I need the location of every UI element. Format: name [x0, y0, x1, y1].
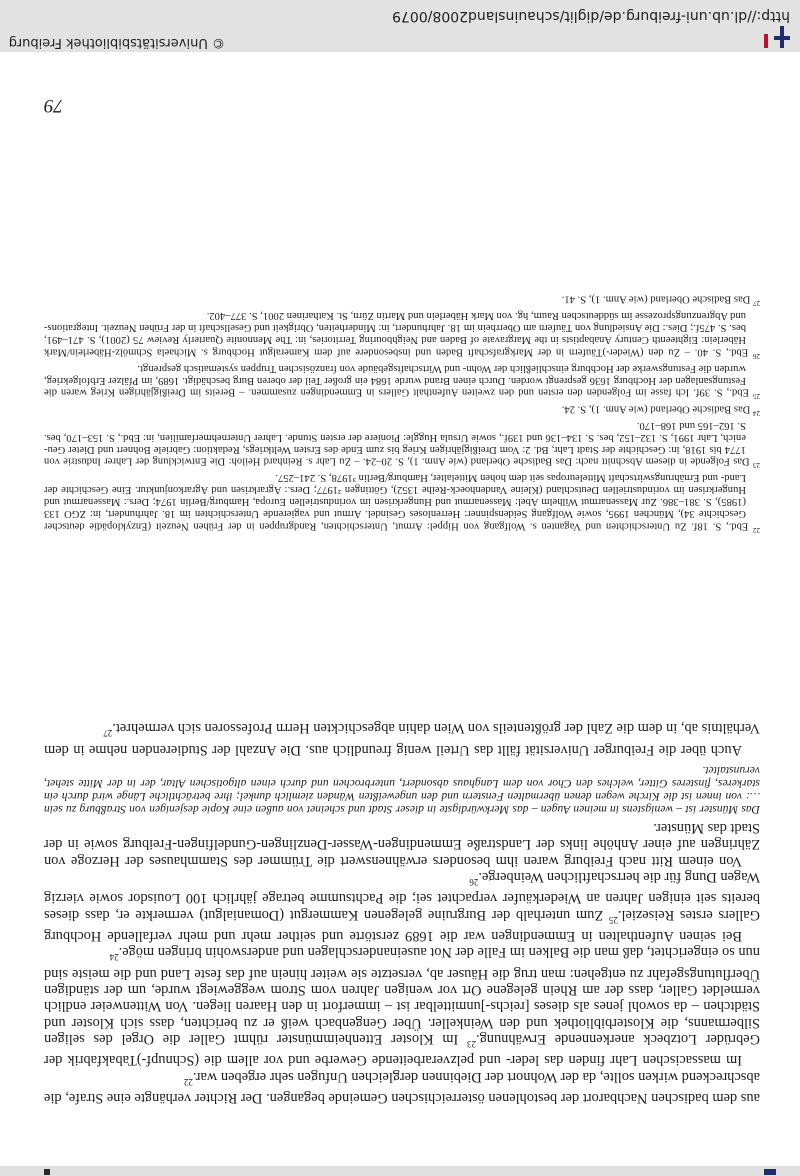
- footnote: $^{27}$ Das Badische Oberland (wie Anm. 1), S. 41.: [561, 293, 760, 308]
- footnote-number: 24: [753, 408, 760, 417]
- library-footer: [0, 0, 800, 52]
- paragraph-1: aus dem badischen Nachbarort der bestohlenen österreichischen Gemeinde begangen. Der Richter verhängte eine Strafe, die abschreckend wirken sollte, da der Wohnort der Diebinnen dergleichen Unfugen sehr ergeben war.$^{22}$: [44, 1068, 760, 1106]
- footnote: $^{24}$ Das Badische Oberland (wie Anm. 1), S. 24.: [561, 403, 760, 417]
- footnote: $^{25}$ Ebd., S. 39f. Ich fasse im Folgenden den ersten und den zweiten Aufenthalt Gallers in Emmendingen zusammen. – Bereits im Dreißigjährigen Krieg waren die Festungsanlagen der Hochburg 1636 gesprengt worden. Durch einen Brand wurde 1684 ein großer Teil der oberen Burg beschädigt. 1689, im Pfälzer Erbfolgekrieg, wurden die Festungswerke der Hochburg einschließlich der Wohn- und Wirtschaftsgebäude von französischen Truppen systematisch gesprengt.: [44, 362, 760, 401]
- paragraph-5: Auch über die Freiburger Universität fällt das Urteil wenig freundlich aus. Die Anzahl der Studierenden nehme in dem Verhältnis ab, in dem die Zahl der größtenteils von Wien dahin abgeschickten Herrn Professoren sich vermehret.$^{27}$: [44, 720, 760, 758]
- footnote-ref: 23: [467, 1038, 477, 1049]
- block-quote: Das Münster ist – wenigstens in meinen Augen – das Merkwürdigste in dieser Stadt und scheinet von außen eine Kopie desjenigen von Straßburg zu sein …: von innen ist die Kirche wegen denen übermalten Fenstern und den ungeweißten Wänden ziemlich dunkel; ihre beträchtliche Länge wird durch ein starkeres, finsteres Gitter, welches den Chor von dem Langhaus absondert, unterbrochen und durch einen altgotischen Altar, der in der Mitte stehet, verunstaltet.: [44, 763, 760, 816]
- top-bar-mark: [44, 1169, 50, 1175]
- footnotes: [44, 293, 760, 536]
- page-number: 79: [44, 95, 63, 116]
- footnote-number: 26: [753, 351, 760, 360]
- footnote-ref: 25: [608, 914, 618, 925]
- footnote: $^{23}$ Das Folgende in diesem Abschnitt nach: Das Badische Oberland (wie Anm. 1), S. 20–24. – Zu Lahr s. Reinhard Heiloh: Die Entwicklung der Lahrer Industrie von 1774 bis 1918, in: Geschichte der Stadt Lahr, Bd. 2: Vom Dreißigjährigen Krieg bis zum Ende des Ersten Weltkriegs, Redaktion: Gabriele Bohnert und Dieter Geuenich, Lahr 1991, S. 132–152, bes. S. 134–136 und 139f., sowie Ursula Huggle: Pioniere der ersten Stunde. Lahrer Unternehmerfamilien, in: Ebd., S. 153–170, bes. S. 162–165 und 168–170.: [44, 419, 760, 470]
- footnote: $^{22}$ Ebd., S. 18f. Zu Unterschichten und Vaganten s. Wolfgang von Hippel: Armut, Unterschichten, Randgruppen in der Frühen Neuzeit (Enzyklopädie deutscher Geschichte 34), München 1995, sowie Wolfgang Seidenspinner: Herrenloses Gesindel. Armut und vagierende Unterschichten im 18. Jahrhundert, in: ZGO 133 (1985), S. 381–386. Zur Massenarmut Wilhelm Abel: Massenarmut und Hungerkrisen im vorindustriellen Europa, Hamburg/Berlin 1974; Ders.: Massenarmut und Hungerkrisen im vorindustriellen Deutschland (Kleine Vandenhoeck-Reihe 1352), Göttingen ²1977; Ders.: Agrarkrisen und Agrarkonjunktur. Eine Geschichte der Land- und Ernährungswirtschaft Mitteleuropas seit dem hohen Mittelalter, Hamburg/Berlin ³1978, S. 241–257.: [44, 472, 760, 534]
- paragraph-3: Bei seinen Aufenthalten in Emmendingen war die 1689 zerstörte und seither mehr und mehr verfallende Hochburg Gallers erstes Reiseziel.$^{25}$ Zum unterhalb der Burgruine gelegenen Kammergut (Domanialgut) vermerkte er, dass dieses bereits seit einigen Jahren an Wiederkäufer verpachtet sei; die Pachtsumme betrage jährlich 100 Louisdor sowie vierzig Wagen Dung für die herrschaftlichen Weinberge.$^{26}$: [44, 869, 760, 944]
- top-bar-mark: [764, 1169, 776, 1175]
- paragraph-4: Von einem Ritt nach Freiburg waren ihm besonders erwähnenswert die Trümmer des Stammhauses der Herzoge von Zähringen auf einer Anhöhe links der Landstraße Emmendingen-Wasser-Denzlingen-Gundelfingen-Freiburg sowie in der Stadt das Münster.: [44, 819, 760, 869]
- top-bar: [0, 1166, 800, 1176]
- footnote-ref: 27: [103, 728, 113, 739]
- footnote-ref: 26: [469, 876, 479, 887]
- paragraph-2: Im massacischen Lahr finden das leder- und pelzverarbeitende Gewerbe und vor allem die (Schnupf-)Tabakfabrik der Gebrüder Lotzbeck anerkennende Erwähnung.$^{23}$ Im Kloster Ettenheimmünster rühmt Galler die Orgel des seligen Silbermanns, die Klosterbibliothek und den Weinkeller. Über Gengenbach weiß er zu berichten, dass sich Kloster und Städtchen – da sowohl jenes als dieses [reichs-]unmittelbar ist – immerfort in den Haaren liegen. Von Wittenweier endlich vermeldet Galler, dass der am Rhein gelegene Ort vor wenigen Jahren vom Strom weggewiegt wurde, um der ständigen Überflutungsgefahr zu entgehen: man trug die Häuser ab, versetzte sie weiter hinein auf das feste Land und die meiste sind nun so eingerichtet, daß man die Balken im Falle der Not auseinanderschlagen und anderswohin bringen möge.$^{24}$: [44, 944, 760, 1069]
- footnote-number: 25: [753, 392, 760, 401]
- footnote-number: 22: [753, 526, 760, 534]
- main-text: [44, 720, 760, 1106]
- footnote-number: 23: [753, 461, 760, 470]
- footnote: $^{26}$ Ebd., S. 40. – Zu den (Wieder-)Täufern in der Markgrafschaft Baden und insbesondere auf dem Kameralgut Hochburg s. Michaela Schmölz-Häberlein/Mark Häberlein: Eighteenth Century Anabaptists in the Margravate of Baden and Neighbouring Territories, in: The Mennonite Quarterly Review 75 (2001), S. 471–491, bes. S. 475f.; Dies.: Die Ansiedlung von Täufern am Oberrhein im 18. Jahrhundert, in: Minderheiten, Obrigkeit und Gesellschaft in der Frühen Neuzeit. Integrations- und Abgrenzungsprozesse im süddeutschen Raum, hg. von Mark Häberlein und Martin Zürn, St. Katharinen 2001, S. 377–402.: [43, 310, 760, 360]
- source-url-link[interactable]: http://dl.ub.uni-freiburg.de/diglit/schauinsland2008/0079: [392, 8, 790, 24]
- footnote-ref: 22: [183, 1076, 193, 1087]
- footnote-number: 27: [753, 299, 760, 308]
- ub-freiburg-logo-icon: [756, 26, 790, 48]
- footnote-ref: 24: [109, 952, 119, 963]
- copyright-notice: © Universitätsbibliothek Freiburg: [8, 35, 225, 50]
